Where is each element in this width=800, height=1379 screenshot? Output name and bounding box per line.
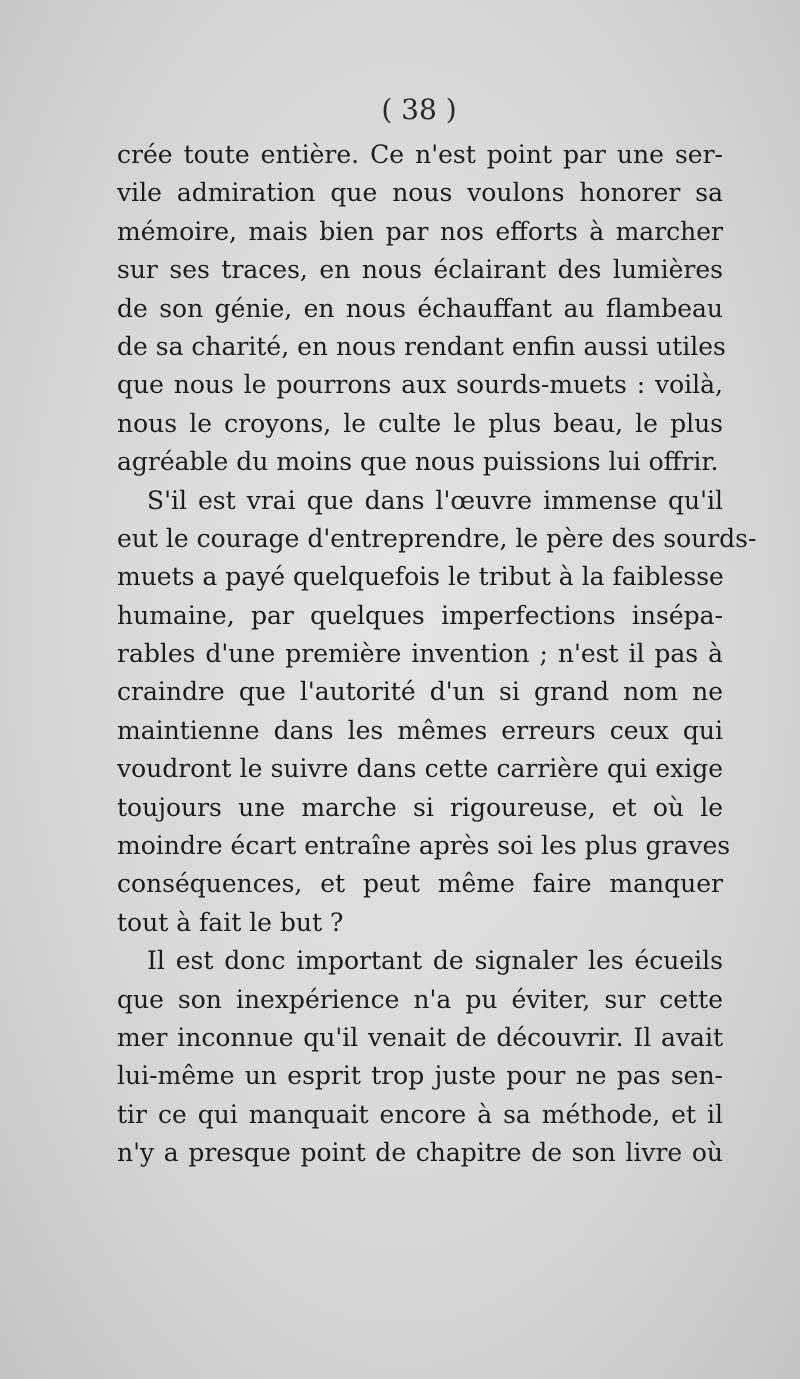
text-line: S'il est vrai que dans l'œuvre immense qu'il [147, 485, 723, 515]
text-line: toujours une marche si rigoureuse, et où le [117, 792, 723, 822]
text-line: de son génie, en nous échauffant au flambeau [117, 293, 723, 323]
text-line: vile admiration que nous voulons honorer sa [117, 178, 723, 208]
text-line: maintienne dans les mêmes erreurs ceux qui [117, 715, 723, 745]
text-line: agréable du moins que nous puissions lui offrir. [117, 447, 719, 477]
text-line: muets a payé quelquefois le tribut à la faiblesse [117, 562, 724, 592]
body-text [117, 136, 757, 1173]
page-number: ( 38 ) [381, 93, 457, 126]
text-line: nous le croyons, le culte le plus beau, le plus [117, 408, 723, 438]
text-line: de sa charité, en nous rendant enfin aussi utiles [117, 331, 726, 361]
text-line: rables d'une première invention ; n'est il pas à [117, 639, 723, 669]
text-line: lui-même un esprit trop juste pour ne pas sen- [117, 1061, 723, 1091]
text-line: craindre que l'autorité d'un si grand nom ne [117, 677, 723, 707]
text-line: que nous le pourrons aux sourds-muets : voilà, [117, 370, 723, 400]
text-line: crée toute entière. Ce n'est point par une ser- [117, 140, 723, 169]
text-line: voudront le suivre dans cette carrière qui exige [117, 754, 723, 784]
text-line: tir ce qui manquait encore à sa méthode, et il [117, 1099, 723, 1129]
text-line: mer inconnue qu'il venait de découvrir. Il avait [117, 1022, 723, 1052]
text-line: moindre écart entraîne après soi les plus graves [117, 831, 731, 861]
text-line: eut le courage d'entreprendre, le père des sourds- [117, 523, 757, 553]
text-line: sur ses traces, en nous éclairant des lumières [117, 255, 723, 285]
text-line: Il est donc important de signaler les écueils [147, 946, 723, 976]
text-line: tout à fait le but ? [117, 907, 344, 937]
text-line: humaine, par quelques imperfections insépa- [117, 600, 723, 630]
text-line: conséquences, et peut même faire manquer [117, 869, 723, 899]
text-line: n'y a presque point de chapitre de son livre où [117, 1138, 723, 1168]
text-line: que son inexpérience n'a pu éviter, sur cette [117, 984, 723, 1014]
text-line: mémoire, mais bien par nos efforts à marcher [117, 216, 723, 246]
